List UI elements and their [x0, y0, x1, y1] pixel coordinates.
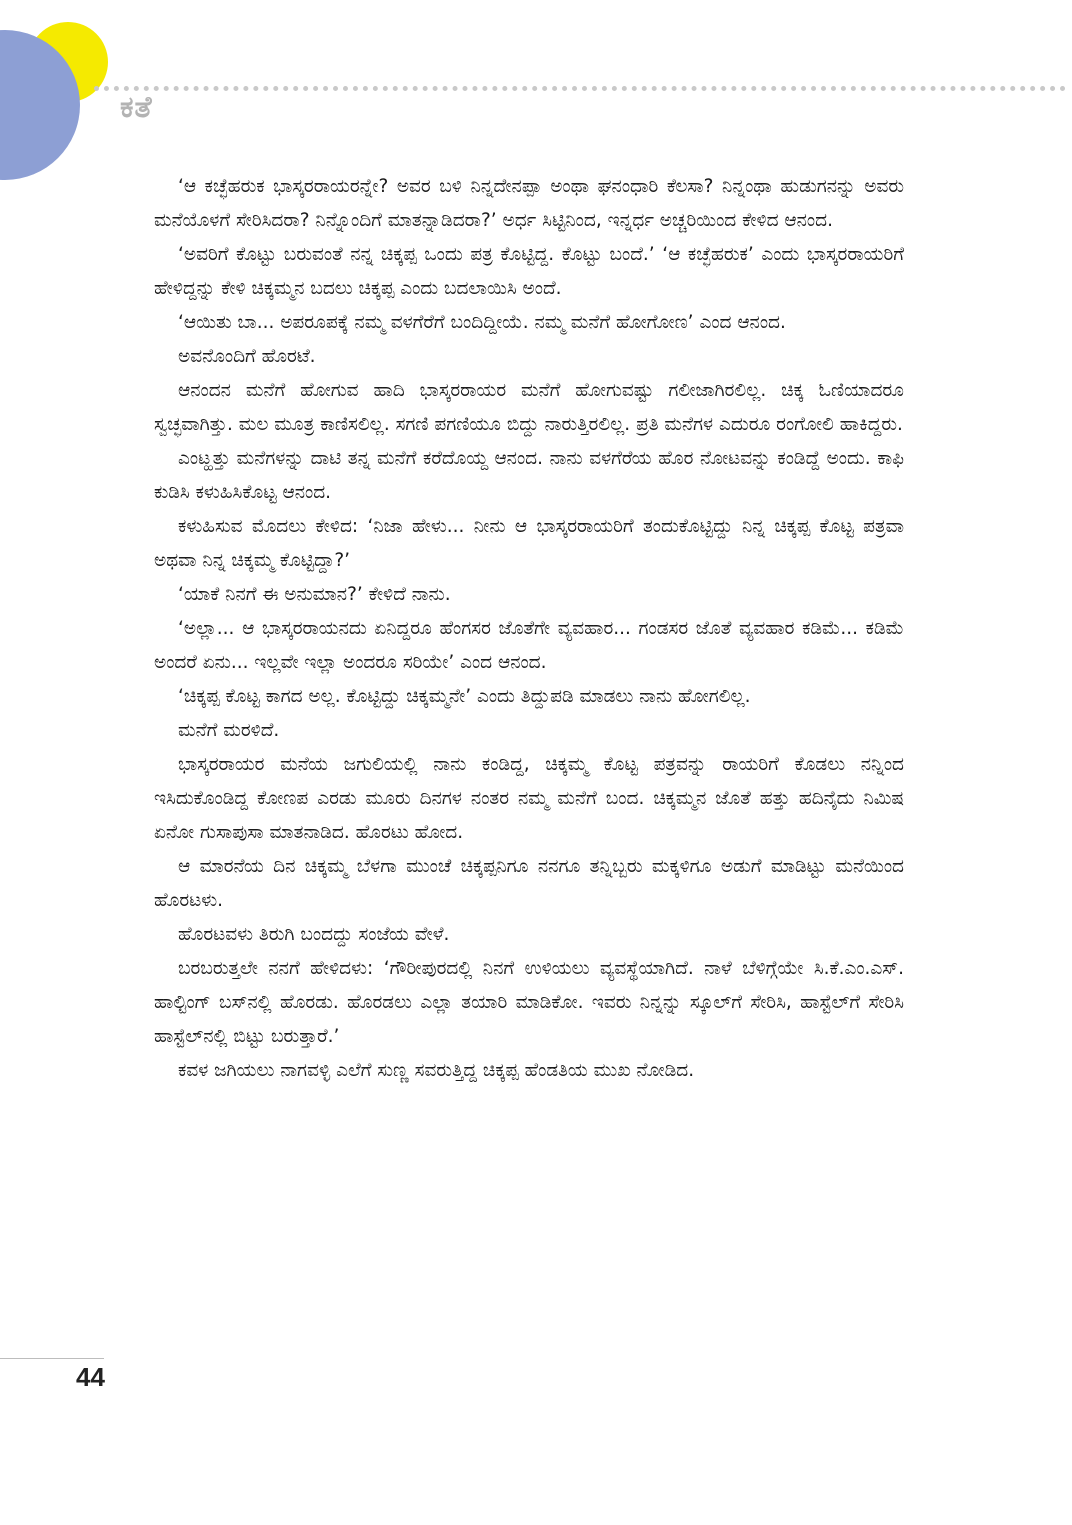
paragraph: ಮನೆಗೆ ಮರಳಿದೆ.: [178, 720, 280, 741]
paragraph: ‘ಚಿಕ್ಕಪ್ಪ ಕೊಟ್ಟ ಕಾಗದ ಅಲ್ಲ. ಕೊಟ್ಟಿದ್ದು ಚಿಕ್ಕಮ್ಮನೇ’ ಎಂದು ತಿದ್ದುಪಡಿ ಮಾಡಲು ನಾನು ಹೋಗಲಿಲ್ಲ.: [178, 686, 751, 707]
paragraph: ‘ಆಯಿತು ಬಾ... ಅಪರೂಪಕ್ಕೆ ನಮ್ಮ ವಳಗೆರೆಗೆ ಬಂದಿದ್ದೀಯೆ. ನಮ್ಮ ಮನೆಗೆ ಹೋಗೋಣ’ ಎಂದ ಆನಂದ.: [178, 312, 786, 333]
paragraph: ಹೊರಟವಳು ತಿರುಗಿ ಬಂದದ್ದು ಸಂಜೆಯ ವೇಳೆ.: [178, 924, 450, 945]
paragraph: ‘ಅವರಿಗೆ ಕೊಟ್ಟು ಬರುವಂತೆ ನನ್ನ ಚಿಕ್ಕಪ್ಪ ಒಂದು ಪತ್ರ ಕೊಟ್ಟಿದ್ದ. ಕೊಟ್ಟು ಬಂದೆ.’ ‘ಆ ಕಚ್ಛೆಹರುಕ’ ಎಂದು ಭಾಸ್ಕರರಾಯರಿಗೆ ಹೇಳಿದ್ದನ್ನು ಕೇಳಿ ಚಿಕ್ಕಮ್ಮನ ಬದಲು ಚಿಕ್ಕಪ್ಪ ಎಂದು ಬದಲಾಯಿಸಿ ಅಂದೆ.: [154, 244, 904, 299]
paragraph: ಆ ಮಾರನೆಯ ದಿನ ಚಿಕ್ಕಮ್ಮ ಬೆಳಗಾ ಮುಂಚೆ ಚಿಕ್ಕಪ್ಪನಿಗೂ ನನಗೂ ತನ್ನಿಬ್ಬರು ಮಕ್ಕಳಿಗೂ ಅಡುಗೆ ಮಾಡಿಟ್ಟು ಮನೆಯಿಂದ ಹೊರಟಳು.: [154, 856, 904, 911]
header-dotted-rule: [94, 86, 1066, 91]
story-body: [154, 170, 904, 1088]
paragraph: ಎಂಟ್ಹತ್ತು ಮನೆಗಳನ್ನು ದಾಟಿ ತನ್ನ ಮನೆಗೆ ಕರೆದೊಯ್ದ ಆನಂದ. ನಾನು ವಳಗೆರೆಯ ಹೊರ ನೋಟವನ್ನು ಕಂಡಿದ್ದೆ ಅಂದು. ಕಾಫಿ ಕುಡಿಸಿ ಕಳುಹಿಸಿಕೊಟ್ಟ ಆನಂದ.: [154, 448, 904, 503]
page-number: 44: [76, 1362, 105, 1392]
paragraph: ಭಾಸ್ಕರರಾಯರ ಮನೆಯ ಜಗುಲಿಯಲ್ಲಿ ನಾನು ಕಂಡಿದ್ದ, ಚಿಕ್ಕಮ್ಮ ಕೊಟ್ಟ ಪತ್ರವನ್ನು ರಾಯರಿಗೆ ಕೊಡಲು ನನ್ನಿಂದ ಇಸಿದುಕೊಂಡಿದ್ದ ಕೋಣಪ ಎರಡು ಮೂರು ದಿನಗಳ ನಂತರ ನಮ್ಮ ಮನೆಗೆ ಬಂದ. ಚಿಕ್ಕಮ್ಮನ ಜೊತೆ ಹತ್ತು ಹದಿನೈದು ನಿಮಿಷ ಏನೋ ಗುಸಾಪುಸಾ ಮಾತನಾಡಿದ. ಹೊರಟು ಹೋದ.: [154, 754, 904, 843]
paragraph: ಕವಳ ಜಗಿಯಲು ನಾಗವಳ್ಳಿ ಎಲೆಗೆ ಸುಣ್ಣ ಸವರುತ್ತಿದ್ದ ಚಿಕ್ಕಪ್ಪ ಹೆಂಡತಿಯ ಮುಖ ನೋಡಿದ.: [178, 1060, 695, 1081]
paragraph: ಅವನೊಂದಿಗೆ ಹೊರಟೆ.: [178, 346, 316, 367]
paragraph: ‘ಆ ಕಚ್ಛೆಹರುಕ ಭಾಸ್ಕರರಾಯರನ್ನೇ? ಅವರ ಬಳಿ ನಿನ್ನದೇನಪ್ಪಾ ಅಂಥಾ ಘನಂಧಾರಿ ಕೆಲಸಾ? ನಿನ್ನಂಥಾ ಹುಡುಗನನ್ನು ಅವರು ಮನೆಯೊಳಗೆ ಸೇರಿಸಿದರಾ? ನಿನ್ನೊಂದಿಗೆ ಮಾತನ್ನಾಡಿದರಾ?’ ಅರ್ಧ ಸಿಟ್ಟಿನಿಂದ, ಇನ್ನರ್ಧ ಅಚ್ಚರಿಯಿಂದ ಕೇಳಿದ ಆನಂದ.: [154, 176, 904, 231]
paragraph: ‘ಯಾಕೆ ನಿನಗೆ ಈ ಅನುಮಾನ?’ ಕೇಳಿದೆ ನಾನು.: [178, 584, 451, 605]
paragraph: ಕಳುಹಿಸುವ ಮೊದಲು ಕೇಳಿದ: ‘ನಿಜಾ ಹೇಳು... ನೀನು ಆ ಭಾಸ್ಕರರಾಯರಿಗೆ ತಂದುಕೊಟ್ಟಿದ್ದು ನಿನ್ನ ಚಿಕ್ಕಪ್ಪ ಕೊಟ್ಟ ಪತ್ರವಾ ಅಥವಾ ನಿನ್ನ ಚಿಕ್ಕಮ್ಮ ಕೊಟ್ಟಿದ್ದಾ?’: [154, 516, 904, 571]
section-label: ಕತೆ: [120, 90, 153, 125]
paragraph: ಬರಬರುತ್ತಲೇ ನನಗೆ ಹೇಳಿದಳು: ‘ಗೌರೀಪುರದಲ್ಲಿ ನಿನಗೆ ಉಳಿಯಲು ವ್ಯವಸ್ಥೆಯಾಗಿದೆ. ನಾಳೆ ಬೆಳಿಗ್ಗೆಯೇ ಸಿ.ಕೆ.ಎಂ.ಎಸ್. ಹಾಲ್ಟಿಂಗ್ ಬಸ್‌ನಲ್ಲಿ ಹೊರಡು. ಹೊರಡಲು ಎಲ್ಲಾ ತಯಾರಿ ಮಾಡಿಕೋ. ಇವರು ನಿನ್ನನ್ನು ಸ್ಕೂಲ್‌ಗೆ ಸೇರಿಸಿ, ಹಾಸ್ಟೆಲ್‌ಗೆ ಸೇರಿಸಿ ಹಾಸ್ಟೆಲ್‌ನಲ್ಲಿ ಬಿಟ್ಟು ಬರುತ್ತಾರೆ.’: [154, 958, 904, 1047]
footer-rule: [0, 1358, 104, 1359]
paragraph: ಆನಂದನ ಮನೆಗೆ ಹೋಗುವ ಹಾದಿ ಭಾಸ್ಕರರಾಯರ ಮನೆಗೆ ಹೋಗುವಷ್ಟು ಗಲೀಜಾಗಿರಲಿಲ್ಲ. ಚಿಕ್ಕ ಓಣಿಯಾದರೂ ಸ್ವಚ್ಛವಾಗಿತ್ತು. ಮಲ ಮೂತ್ರ ಕಾಣಿಸಲಿಲ್ಲ. ಸಗಣಿ ಪಗಣಿಯೂ ಬಿದ್ದು ನಾರುತ್ತಿರಲಿಲ್ಲ. ಪ್ರತಿ ಮನೆಗಳ ಎದುರೂ ರಂಗೋಲಿ ಹಾಕಿದ್ದರು.: [154, 380, 904, 435]
paragraph: ‘ಅಲ್ಲಾ... ಆ ಭಾಸ್ಕರರಾಯನದು ಏನಿದ್ದರೂ ಹೆಂಗಸರ ಜೊತೆಗೇ ವ್ಯವಹಾರ... ಗಂಡಸರ ಜೊತೆ ವ್ಯವಹಾರ ಕಡಿಮೆ... ಕಡಿಮೆ ಅಂದರೆ ಏನು... ಇಲ್ಲವೇ ಇಲ್ಲಾ ಅಂದರೂ ಸರಿಯೇ’ ಎಂದ ಆನಂದ.: [154, 618, 904, 673]
